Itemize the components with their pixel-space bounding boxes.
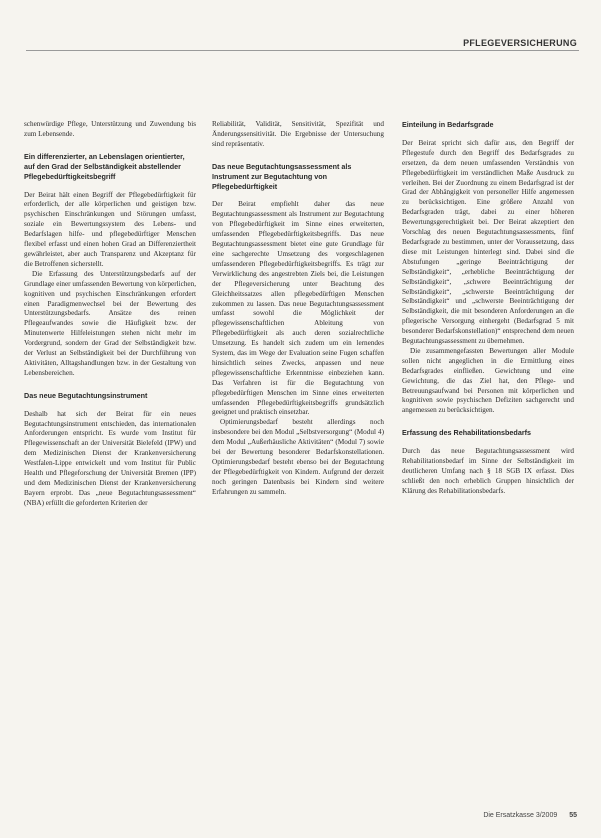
page-footer [483, 812, 577, 819]
paragraph: Reliabilität, Validität, Sensitivität, Spezifität und Änderungssensitivität. Die Ergebnisse der Untersuchung sind repräsentativ. [212, 120, 384, 148]
section-heading: Einteilung in Bedarfsgrade [402, 120, 494, 129]
paragraph: Der Beirat spricht sich dafür aus, den Begriff der Pflegestufe durch den Begriff des Bedarfsgrades zu ersetzen, da dem neuen umfassenden Verständnis von Pflegebedürftigkeit im verständlichen Maße Ausdruck zu verleihen. Bei der Zuordnung zu einem Bedarfsgrad ist der Grad der Abhängigkeit von personeller Hilfe angemessen zu berücksichtigen. Eine größere Anzahl von Bedarfsgraden trägt, dabei zu einer höheren Bewertungsgerechtigkeit bei. Der Beirat akzeptiert den Vorschlag des neuen Begutachtungsassessments, fünf Bedarfsgrade zu bestimmen, unter der Voraussetzung, dass diese mit Leistungen hinterlegt sind. Dabei sind die Abstufungen „geringe Beeinträchtigung der Selbständigkeit“, „erhebliche Beeinträchtigung der Selbständigkeit“, „schwere Beeinträchtigung der Selbständigkeit“, „schwerste Beeinträchtigung der Selbständigkeit“ und „schwerste Beeinträchtigung der Selbständigkeit, die mit besonderen Anforderungen an die pflegerische Versorgung einhergeht (Bedarfsgrad 5 mit besonderer Bedarfskonstellation)“ entsprechend dem neuen Begutachtungsassessment zu übernehmen. [402, 138, 574, 346]
section-heading: Erfassung des Rehabilitationsbedarfs [402, 428, 532, 438]
paragraph: Optimierungsbedarf besteht allerdings noch insbesondere bei den Modul „Selbstversorgung“ (Modul 4) dem Modul „Außerhäusliche Aktivitäten“ (Modul 7) sowie bei der Bewertung besonderer Bedarfskonstellationen. Optimierungsbedarf besteht ebenso bei der Begutachtung der Pflegebedürftigkeit von Kindern. Aufgrund der derzeit noch geringen Datenbasis bei Kindern sind weitere Erfahrungen zu sammeln. [212, 418, 384, 496]
paragraph: Die zusammengefassten Bewertungen aller Module sollen nicht angeglichen in die Ermittlung eines Bedarfsgrades einfließen. Gewichtung und eine Gewichtung, die das Ziel hat, den Pflege- und Betreuungsaufwand bei Personen mit körperlichen und kognitiven sowie psychischen Defiziten sachgerecht und angemessen zu berücksichtigen. [402, 346, 574, 415]
paragraph: Deshalb hat sich der Beirat für ein neues Begutachtungsinstrument entschieden, das internationalen Anforderungen entspricht. Es wurde vom Institut für Pflegewissenschaft an der Universität Bielefeld (IPW) und dem Medizinischen Dienst der Krankenversicherung Westfalen-Lippe entwickelt und vom Institut für Public Health und Pflegeforschung der Universität Bremen (IPP) und dem Medizinischen Dienst der Krankenversicherung Bayern erprobt. Das „neue Begutachtungsassessment“ (NBA) erfüllt die geforderten Kriterien der [24, 409, 196, 507]
paragraph: schenwürdige Pflege, Unterstützung und Zuwendung bis zum Lebensende. [24, 120, 196, 138]
column-1 [24, 120, 196, 509]
column-2 [212, 120, 384, 498]
section-heading: Das neue Begutachtungsinstrument [24, 390, 148, 400]
section-heading: Ein differenzierter, an Lebenslagen orientierter, auf den Grad der Selbständigkeit abstellender Pflegebedürftigkeitsbegriff [24, 151, 185, 181]
page-number: 55 [569, 812, 577, 819]
paragraph: Die Erfassung des Unterstützungsbedarfs auf der Grundlage einer umfassenden Bewertung von körperlichen, kognitiven und psychischen Einschränkungen erfordert einen Paradigmenwechsel bei der Bewertung des Unterstützungsbedarfs. Ansätze des reinen Pflegeaufwandes sowie die Häufigkeit bzw. der Minutenwerte Hilfeleistungen stehen nicht mehr im Vordergrund, sondern der Grad der Selbständigkeit bzw. der Verlust an Selbständigkeit bei der Durchführung von Aktivitäten, Alltagshandlungen bzw. in der Gestaltung von Lebensbereichen. [24, 269, 196, 377]
column-3 [402, 120, 574, 497]
paragraph: Der Beirat hält einen Begriff der Pflegebedürftigkeit für erforderlich, der alle körperlichen und geistigen bzw. psychischen Einschränkungen und Störungen umfasst, soziale ein Bewertungssystem des Lebens- und Bedarfslagen hilfe- und pflegebedürftiger Menschen flexibel erfasst und einen hohen Grad an Differenziertheit gewährleistet, aber auch Transparenz und Akzeptanz für die Betroffenen sicherstellt. [24, 190, 196, 268]
section-heading: Das neue Begutachtungsassessment als Instrument zur Begutachtung von Pflegebedürftigkeit [212, 161, 352, 191]
section-label: PFLEGEVERSICHERUNG [463, 38, 577, 48]
paragraph: Durch das neue Begutachtungsassessment wird Rehabilitationsbedarf im Sinne der Selbständigkeit im deutlicheren Umfang nach § 18 SGB IX erfasst. Dies schließt den noch erheblich Gruppen hinsichtlich der Klärung des Rehabilitationsbedarfs. [402, 447, 574, 495]
header-rule [26, 50, 579, 51]
journal-name: Die Ersatzkasse 3/2009 [483, 812, 558, 819]
paragraph: Der Beirat empfiehlt daher das neue Begutachtungsassessment als Instrument zur Begutachtung von Pflegebedürftigkeit im Sinne eines erweiterten, umfassenden Pflegebedürftigkeitsbegriffs. Das neue Begutachtungsassessment bietet eine gute Grundlage für eine sachgerechte Umsetzung des vorgeschlagenen umfassenderen Pflegebedürftigkeitsbegriffs. Es trägt zur Verwirklichung des angestrebten Ziels bei, die Leistungen der Pflegeversicherung unter Beachtung des Gleichheitssatzes allen pflegebedürftigen Menschen zukommen zu lassen. Das neue Begutachtungsassessment umfasst sowohl die Möglichkeit der pflegewissenschaftlichen Ableitung von Pflegebedürftigkeit als auch deren sozialrechtliche Umsetzung. Es handelt sich zudem um ein lernendes System, das im Wege der Evaluation seine Fugen schaffen hinsichtlich seines Zwecks, anpassen und neue pflegewissenschaftliche Erkenntnisse einbeziehen kann. Das Verfahren ist für die Begutachtung von pflegebedürftigen Menschen im Sinne eines erweiterten umfassenden Pflegebedürftigkeitsbegriffs grundsätzlich geeignet und praktisch einsetzbar. [212, 200, 384, 417]
page-top [0, 0, 601, 20]
